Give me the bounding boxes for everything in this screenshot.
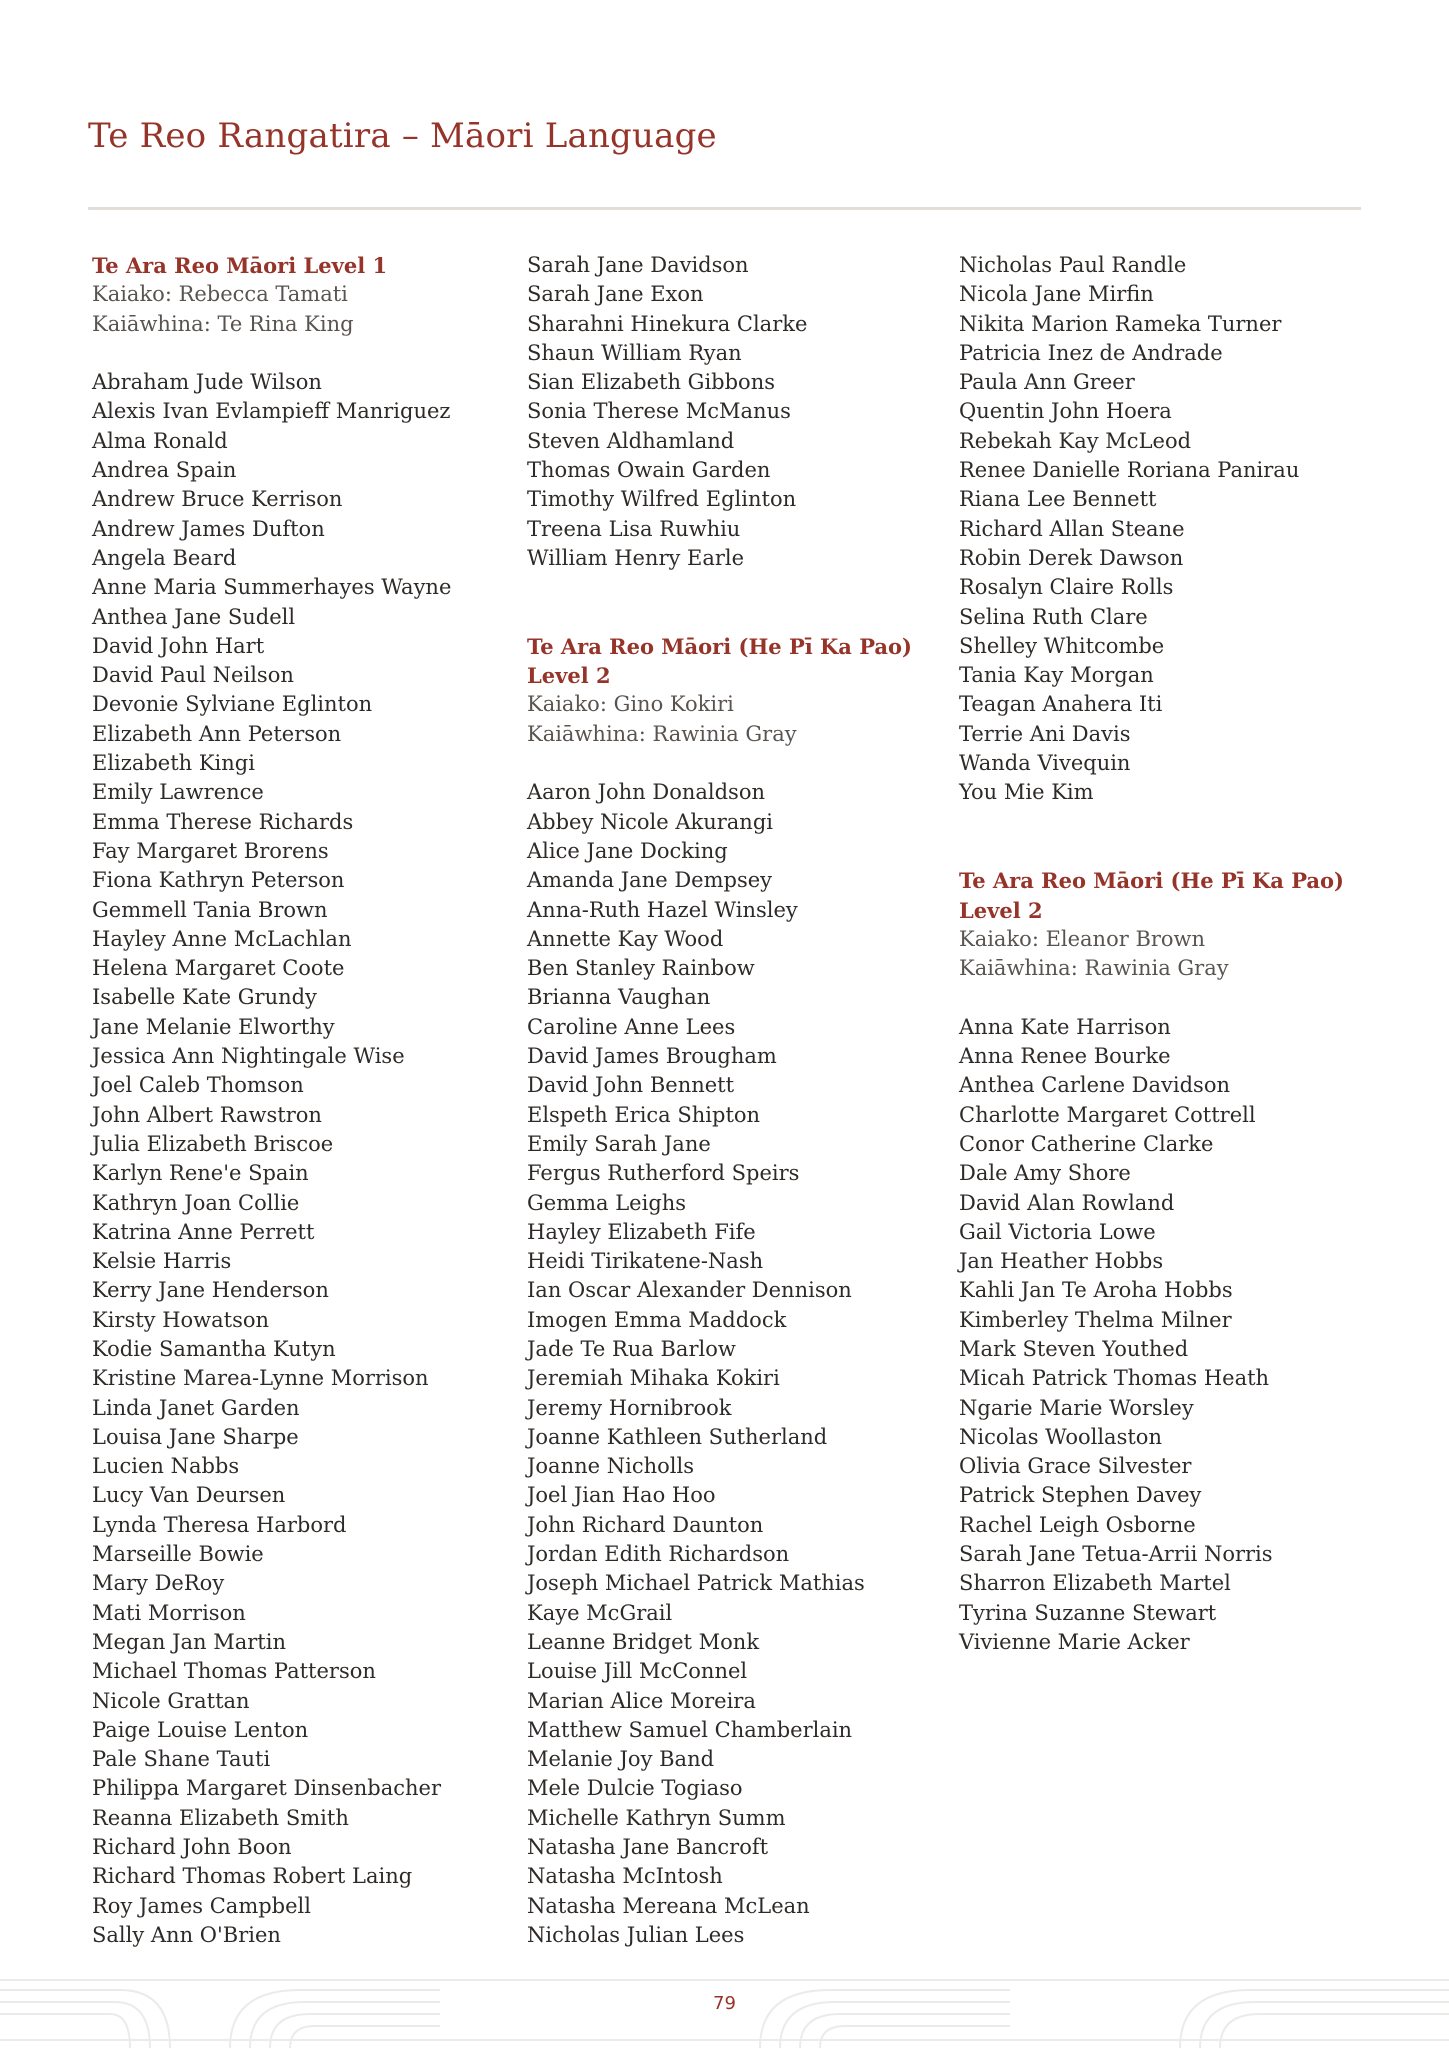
list-item: Nikita Marion Rameka Turner [959, 311, 1282, 336]
list-item: Alma Ronald [92, 428, 228, 453]
list-item: Alice Jane Docking [527, 838, 728, 863]
list-item: David John Bennett [527, 1073, 735, 1098]
list-item: Brianna Vaughan [527, 985, 711, 1010]
list-item: Fay Margaret Brorens [92, 838, 329, 863]
list-item: Nicole Grattan [92, 1688, 250, 1713]
list-item: Selina Ruth Clare [959, 604, 1148, 629]
list-item: Matthew Samuel Chamberlain [527, 1717, 853, 1742]
list-item: Megan Jan Martin [92, 1629, 286, 1654]
list-item: Sharron Elizabeth Martel [959, 1571, 1231, 1596]
list-item: Alexis Ivan Evlampieff Manriguez [92, 399, 451, 424]
list-item: Jade Te Rua Barlow [527, 1336, 736, 1361]
list-item: Jordan Edith Richardson [527, 1542, 790, 1567]
list-item: Micah Patrick Thomas Heath [959, 1366, 1270, 1391]
list-item: Jeremy Hornibrook [527, 1395, 732, 1420]
list-item: Isabelle Kate Grundy [92, 985, 317, 1010]
kaiako-line: Kaiako: Gino Kokiri [527, 692, 734, 717]
list-item: David James Brougham [527, 1044, 777, 1069]
list-item: Kelsie Harris [92, 1249, 232, 1274]
list-item: Renee Danielle Roriana Panirau [959, 458, 1300, 483]
list-item: Devonie Sylviane Eglinton [92, 692, 373, 717]
list-item: Patrick Stephen Davey [959, 1483, 1202, 1508]
list-item: Hayley Elizabeth Fife [527, 1219, 756, 1244]
list-item: Rebekah Kay McLeod [959, 428, 1192, 453]
kaiako-line: Kaiako: Eleanor Brown [959, 926, 1206, 951]
list-item: William Henry Earle [527, 545, 745, 570]
list-item: Joseph Michael Patrick Mathias [527, 1571, 865, 1596]
list-item: Olivia Grace Silvester [959, 1454, 1192, 1479]
list-item: Jeremiah Mihaka Kokiri [527, 1366, 780, 1391]
list-item: Philippa Margaret Dinsenbacher [92, 1776, 442, 1801]
list-item: Shelley Whitcombe [959, 633, 1165, 658]
kaiako-line: Kaiako: Rebecca Tamati [92, 282, 348, 307]
list-item: Annette Kay Wood [527, 926, 724, 951]
section-title: Te Ara Reo Māori (He Pī Ka Pao) [959, 868, 1344, 894]
list-item: Imogen Emma Maddock [527, 1307, 787, 1332]
list-item: David Paul Neilson [92, 663, 294, 688]
list-item: Anthea Carlene Davidson [959, 1073, 1231, 1098]
list-item: Steven Aldhamland [527, 428, 735, 453]
list-item: Thomas Owain Garden [527, 458, 771, 483]
column-3 [959, 251, 1379, 1657]
list-item: Marseille Bowie [92, 1542, 264, 1567]
list-item: Ben Stanley Rainbow [527, 956, 755, 981]
list-item: Fiona Kathryn Peterson [92, 868, 345, 893]
list-item: Richard John Boon [92, 1835, 292, 1860]
list-item: Sharahni Hinekura Clarke [527, 311, 808, 336]
list-item: Anna-Ruth Hazel Winsley [527, 897, 798, 922]
list-item: Terrie Ani Davis [959, 721, 1131, 746]
list-item: Tyrina Suzanne Stewart [959, 1600, 1217, 1625]
list-item: Karlyn Rene'e Spain [92, 1161, 309, 1186]
list-item: Caroline Anne Lees [527, 1014, 736, 1039]
list-item: Kaye McGrail [527, 1600, 673, 1625]
list-item: Natasha Jane Bancroft [527, 1835, 769, 1860]
list-item: Louise Jill McConnel [527, 1659, 748, 1684]
list-item: Paige Louise Lenton [92, 1717, 309, 1742]
list-item: Melanie Joy Band [527, 1747, 715, 1772]
list-item: Andrew Bruce Kerrison [92, 487, 343, 512]
list-item: Charlotte Margaret Cottrell [959, 1102, 1256, 1127]
list-item: Patricia Inez de Andrade [959, 340, 1223, 365]
list-item: Marian Alice Moreira [527, 1688, 756, 1713]
list-item: Aaron John Donaldson [527, 780, 765, 805]
list-item: Julia Elizabeth Briscoe [92, 1131, 334, 1156]
list-item: Anne Maria Summerhayes Wayne [92, 575, 452, 600]
list-item: Anna Kate Harrison [959, 1014, 1171, 1039]
list-item: Elizabeth Kingi [92, 751, 255, 776]
list-item: Nicolas Woollaston [959, 1424, 1162, 1449]
list-item: Mele Dulcie Togiaso [527, 1776, 743, 1801]
list-item: Lucy Van Deursen [92, 1483, 286, 1508]
list-item: Linda Janet Garden [92, 1395, 300, 1420]
list-item: Lucien Nabbs [92, 1454, 240, 1479]
list-item: Angela Beard [92, 545, 237, 570]
list-item: Timothy Wilfred Eglinton [527, 487, 797, 512]
list-item: Gemma Leighs [527, 1190, 687, 1215]
list-item: Emily Sarah Jane [527, 1131, 711, 1156]
list-item: David John Hart [92, 633, 265, 658]
list-item: John Richard Daunton [527, 1512, 764, 1537]
section-title-level: Level 2 [959, 897, 1043, 923]
list-item: Jane Melanie Elworthy [92, 1014, 335, 1039]
list-item: Joel Jian Hao Hoo [527, 1483, 716, 1508]
list-item: Tania Kay Morgan [959, 663, 1154, 688]
list-item: Gemmell Tania Brown [92, 897, 328, 922]
list-item: Kathryn Joan Collie [92, 1190, 300, 1215]
list-item: Joel Caleb Thomson [92, 1073, 304, 1098]
list-item: Nicholas Julian Lees [527, 1922, 745, 1947]
list-item: Elizabeth Ann Peterson [92, 721, 342, 746]
list-item: Emily Lawrence [92, 780, 264, 805]
list-item: David Alan Rowland [959, 1190, 1175, 1215]
list-item: Richard Thomas Robert Laing [92, 1864, 413, 1889]
list-item: Natasha Mereana McLean [527, 1893, 810, 1918]
list-item: Kahli Jan Te Aroha Hobbs [959, 1278, 1233, 1303]
list-item: Michelle Kathryn Summ [527, 1805, 786, 1830]
list-item: Nicholas Paul Randle [959, 253, 1187, 277]
list-item: Sarah Jane Tetua-Arrii Norris [959, 1542, 1273, 1567]
list-item: Robin Derek Dawson [959, 545, 1184, 570]
list-item: John Albert Rawstron [92, 1102, 322, 1127]
list-item: Michael Thomas Patterson [92, 1659, 376, 1684]
list-item: Natasha McIntosh [527, 1864, 723, 1889]
list-item: Ngarie Marie Worsley [959, 1395, 1194, 1420]
list-item: Amanda Jane Dempsey [527, 868, 773, 893]
list-item: Mary DeRoy [92, 1571, 225, 1596]
list-item: Anthea Jane Sudell [92, 604, 296, 629]
list-item: Helena Margaret Coote [92, 956, 345, 981]
kaiawhina-line: Kaiāwhina: Te Rina King [92, 311, 354, 336]
list-item: Ian Oscar Alexander Dennison [527, 1278, 852, 1303]
list-item: Joanne Nicholls [527, 1454, 694, 1479]
list-item: Wanda Vivequin [959, 751, 1131, 776]
list-item: Katrina Anne Perrett [92, 1219, 315, 1244]
column-1 [92, 251, 512, 1950]
title-divider [88, 207, 1361, 210]
section-title: Te Ara Reo Māori Level 1 [92, 253, 388, 278]
list-item: Quentin John Hoera [959, 399, 1172, 424]
list-item: Sarah Jane Exon [527, 282, 704, 307]
page-title: Te Reo Rangatira – Māori Language [88, 116, 717, 156]
kaiawhina-line: Kaiāwhina: Rawinia Gray [527, 721, 797, 746]
name-list [527, 251, 947, 573]
list-item: Hayley Anne McLachlan [92, 926, 352, 951]
list-item: Vivienne Marie Acker [959, 1629, 1190, 1654]
list-item: Abbey Nicole Akurangi [527, 809, 773, 834]
list-item: Anna Renee Bourke [959, 1044, 1171, 1069]
section-title: Te Ara Reo Māori (He Pī Ka Pao) [527, 633, 912, 659]
list-item: Kirsty Howatson [92, 1307, 270, 1332]
kaiawhina-line: Kaiāwhina: Rawinia Gray [959, 956, 1229, 981]
list-item: Rachel Leigh Osborne [959, 1512, 1196, 1537]
list-item: Sally Ann O'Brien [92, 1922, 281, 1947]
column-2 [527, 251, 947, 1950]
list-item: Shaun William Ryan [527, 340, 742, 365]
list-item: Fergus Rutherford Speirs [527, 1161, 800, 1186]
list-item: Nicola Jane Mirfin [959, 282, 1154, 307]
name-list [92, 368, 512, 1950]
list-item: Paula Ann Greer [959, 370, 1135, 395]
list-item: You Mie Kim [959, 780, 1094, 805]
list-item: Rosalyn Claire Rolls [959, 575, 1174, 600]
list-item: Elspeth Erica Shipton [527, 1102, 761, 1127]
list-item: Riana Lee Bennett [959, 487, 1157, 512]
list-item: Jan Heather Hobbs [959, 1249, 1164, 1274]
list-item: Kodie Samantha Kutyn [92, 1336, 336, 1361]
name-list [959, 1013, 1379, 1658]
list-item: Treena Lisa Ruwhiu [527, 516, 741, 541]
list-item: Kimberley Thelma Milner [959, 1307, 1232, 1332]
list-item: Heidi Tirikatene-Nash [527, 1249, 764, 1274]
list-item: Andrea Spain [92, 458, 237, 483]
list-item: Kristine Marea-Lynne Morrison [92, 1366, 429, 1391]
list-item: Abraham Jude Wilson [92, 370, 322, 395]
name-list [527, 778, 947, 1950]
list-item: Sarah Jane Davidson [527, 253, 749, 277]
page-number: 79 [713, 1993, 736, 2014]
list-item: Emma Therese Richards [92, 809, 354, 834]
list-item: Jessica Ann Nightingale Wise [92, 1044, 405, 1069]
list-item: Mark Steven Youthed [959, 1336, 1189, 1361]
list-item: Leanne Bridget Monk [527, 1629, 760, 1654]
list-item: Conor Catherine Clarke [959, 1131, 1214, 1156]
list-item: Pale Shane Tauti [92, 1747, 271, 1772]
list-item: Dale Amy Shore [959, 1161, 1131, 1186]
name-list [959, 251, 1379, 808]
list-item: Reanna Elizabeth Smith [92, 1805, 349, 1830]
list-item: Louisa Jane Sharpe [92, 1424, 299, 1449]
list-item: Kerry Jane Henderson [92, 1278, 329, 1303]
section-title-level: Level 2 [527, 663, 611, 689]
list-item: Lynda Theresa Harbord [92, 1512, 347, 1537]
list-item: Sonia Therese McManus [527, 399, 791, 424]
list-item: Roy James Campbell [92, 1893, 311, 1918]
list-item: Mati Morrison [92, 1600, 246, 1625]
list-item: Richard Allan Steane [959, 516, 1185, 541]
list-item: Gail Victoria Lowe [959, 1219, 1156, 1244]
list-item: Teagan Anahera Iti [959, 692, 1163, 717]
list-item: Joanne Kathleen Sutherland [527, 1424, 828, 1449]
list-item: Sian Elizabeth Gibbons [527, 370, 776, 395]
list-item: Andrew James Dufton [92, 516, 325, 541]
